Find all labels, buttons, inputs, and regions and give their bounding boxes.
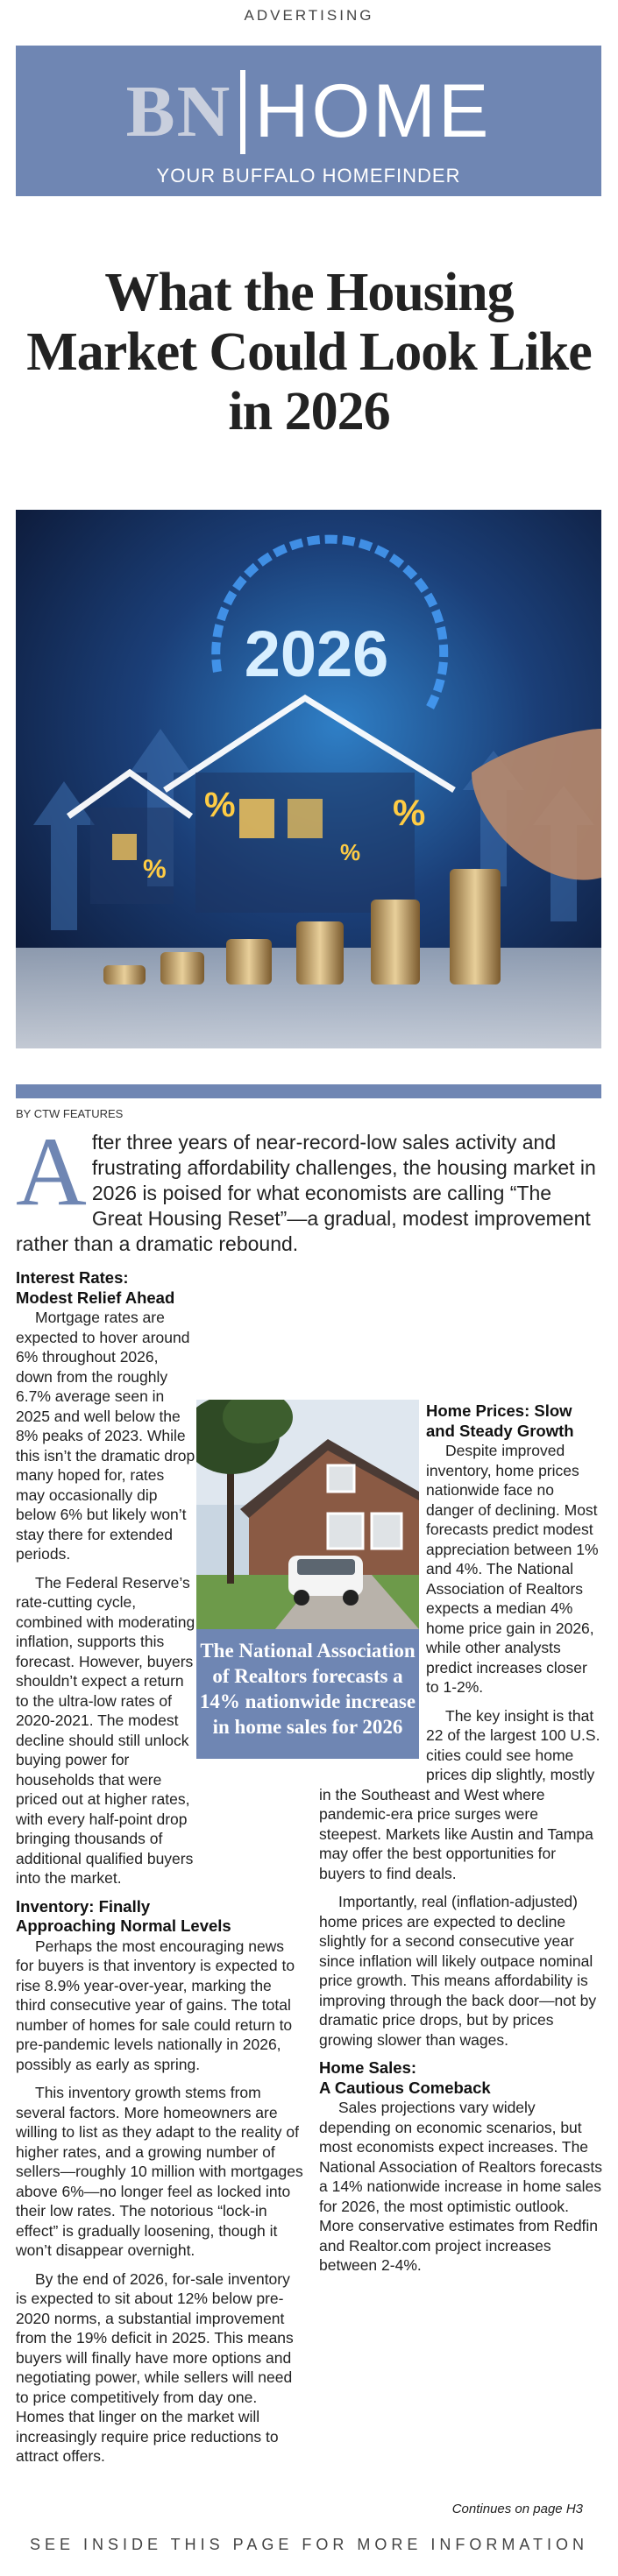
inventory-paragraph-2: This inventory growth stems from several factors. More homeowners are willing to list as they adapt to the reality of higher rates, and a growing number of sellers—roughly 10 million with mortgages above 6%—no longer feel as locked into their low rates. The notorious “lock-in effect” is gradually loosening, though it won’t disappear overnight. xyxy=(16,2084,303,2259)
masthead-tagline: YOUR BUFFALO HOMEFINDER xyxy=(156,165,461,187)
heading-inventory-1: Inventory: Finally xyxy=(16,1896,151,1916)
interest-paragraph-2: The Federal Reserve’s rate-cutting cycle, combined with moderating inflation, supports this forecast. However, buyers shouldn’t expect a return to the ultra-low rates of 2020-2021. The modest decline should still unlock buying power for households that were priced out at higher rates, with every half-point drop bringing thousands of additional qualified buyers into the market. xyxy=(16,1573,195,1887)
inventory-paragraph-3: By the end of 2026, for-sale inventory is expected to sit about 12% below pre-2020 norms, a substantial improvement from the 19% deficit in 2025. This means buyers will finally have more options and negotiating power, while sellers will need to price competitively from day one. Homes that linger on the market will increasingly require price reductions to attract offers. xyxy=(16,2269,294,2465)
continued-note: Continues on page H3 xyxy=(451,2502,583,2516)
percent-glyph-4: % xyxy=(340,839,361,865)
heading-prices-1: Home Prices: Slow xyxy=(426,1401,572,1420)
advertising-label: ADVERTISING xyxy=(244,7,374,24)
heading-sales-2: A Cautious Comeback xyxy=(319,2078,491,2097)
heading-interest-1: Interest Rates: xyxy=(16,1268,129,1287)
house-photo xyxy=(196,1400,419,1629)
section-rule xyxy=(16,1084,601,1098)
interest-paragraph-1: Mortgage rates are expected to hover around 6% throughout 2026, down from the roughly 6.7% average seen in 2025 and well below the 8% peaks of 2023. While this isn’t the dramatic drop many hoped for, rates may occasionally dip below 6% but likely won’t stay there for extended periods. xyxy=(16,1309,195,1563)
prices-paragraph-2: The key insight is that 22 of the largest 100 U.S. cities could see home prices dip slightly, mostly in the Southeast and West where pandemic-era price surges were steepest. Markets like Austin and Tampa may offer the best opportunities for buyers to find deals. xyxy=(319,1706,600,1882)
prices-paragraph-3: Importantly, real (inflation-adjusted) home prices are expected to decline slightly for a second consecutive year since inflation will likely outpace nominal price growth. This means affordability is improving through the back door—not by dramatic price drops, but by prices growing slower than wages. xyxy=(319,1893,597,2049)
logo-divider xyxy=(240,70,245,154)
hero-year-text: 2026 xyxy=(244,618,389,690)
hero-image xyxy=(16,510,601,1048)
masthead-banner xyxy=(16,46,601,196)
intro-text: fter three years of near-record-low sales activity and frustrating affordability challenges, the housing market in 2026 is poised for what economists are calling “The Great Housing Reset”—a gradual, modest improvement rather than a dramatic rebound. xyxy=(16,1131,596,1255)
drop-cap: A xyxy=(16,1118,87,1226)
intro-paragraph xyxy=(16,1118,601,1257)
bn-home-logo xyxy=(16,68,601,155)
heading-sales-1: Home Sales: xyxy=(319,2058,417,2077)
heading-prices-2: and Steady Growth xyxy=(426,1421,574,1440)
prices-paragraph-1: Despite improved inventory, home prices nationwide face no danger of declining. Most forecasts predict modest appreciation between 1% and 4%. The National Association of Realtors expects a median 4% home price gain in 2026, while other analysts predict increases closer to 1-2%. xyxy=(426,1442,599,1696)
sidebar-figure xyxy=(196,1400,419,1759)
percent-glyph-1: % xyxy=(204,786,236,824)
inventory-paragraph-1: Perhaps the most encouraging news for buyers is that inventory is expected to rise 8.9% year-over-year, marking the third consecutive year of gains. The total number of homes for sale could return to pre-pandemic levels nationally in 2026, possibly as early as spring. xyxy=(16,1937,295,2073)
article-headline: What the Housing Market Could Look Like in 2026 xyxy=(26,263,592,441)
heading-interest-2: Modest Relief Ahead xyxy=(16,1288,175,1307)
percent-glyph-3: % xyxy=(393,792,426,833)
logo-home: HOME xyxy=(254,69,492,153)
byline: BY CTW FEATURES xyxy=(16,1107,124,1120)
pull-quote: The National Association of Realtors forecasts a 14% nationwide increase in home sales for 2026 xyxy=(196,1629,419,1759)
heading-inventory-2: Approaching Normal Levels xyxy=(16,1916,231,1935)
sales-paragraph-1: Sales projections vary widely depending on economic scenarios, but most economists expect increases. The National Association of Realtors forecasts a 14% nationwide increase in home sales for 2026, the most optimistic outlook. More conservative estimates from Redfin and Realtor.com project increases between 2-4%. xyxy=(319,2099,602,2274)
percent-glyph-2: % xyxy=(143,855,167,884)
logo-bn: BN xyxy=(125,71,232,152)
footer-banner-text: SEE INSIDE THIS PAGE FOR MORE INFORMATION xyxy=(29,2536,589,2553)
